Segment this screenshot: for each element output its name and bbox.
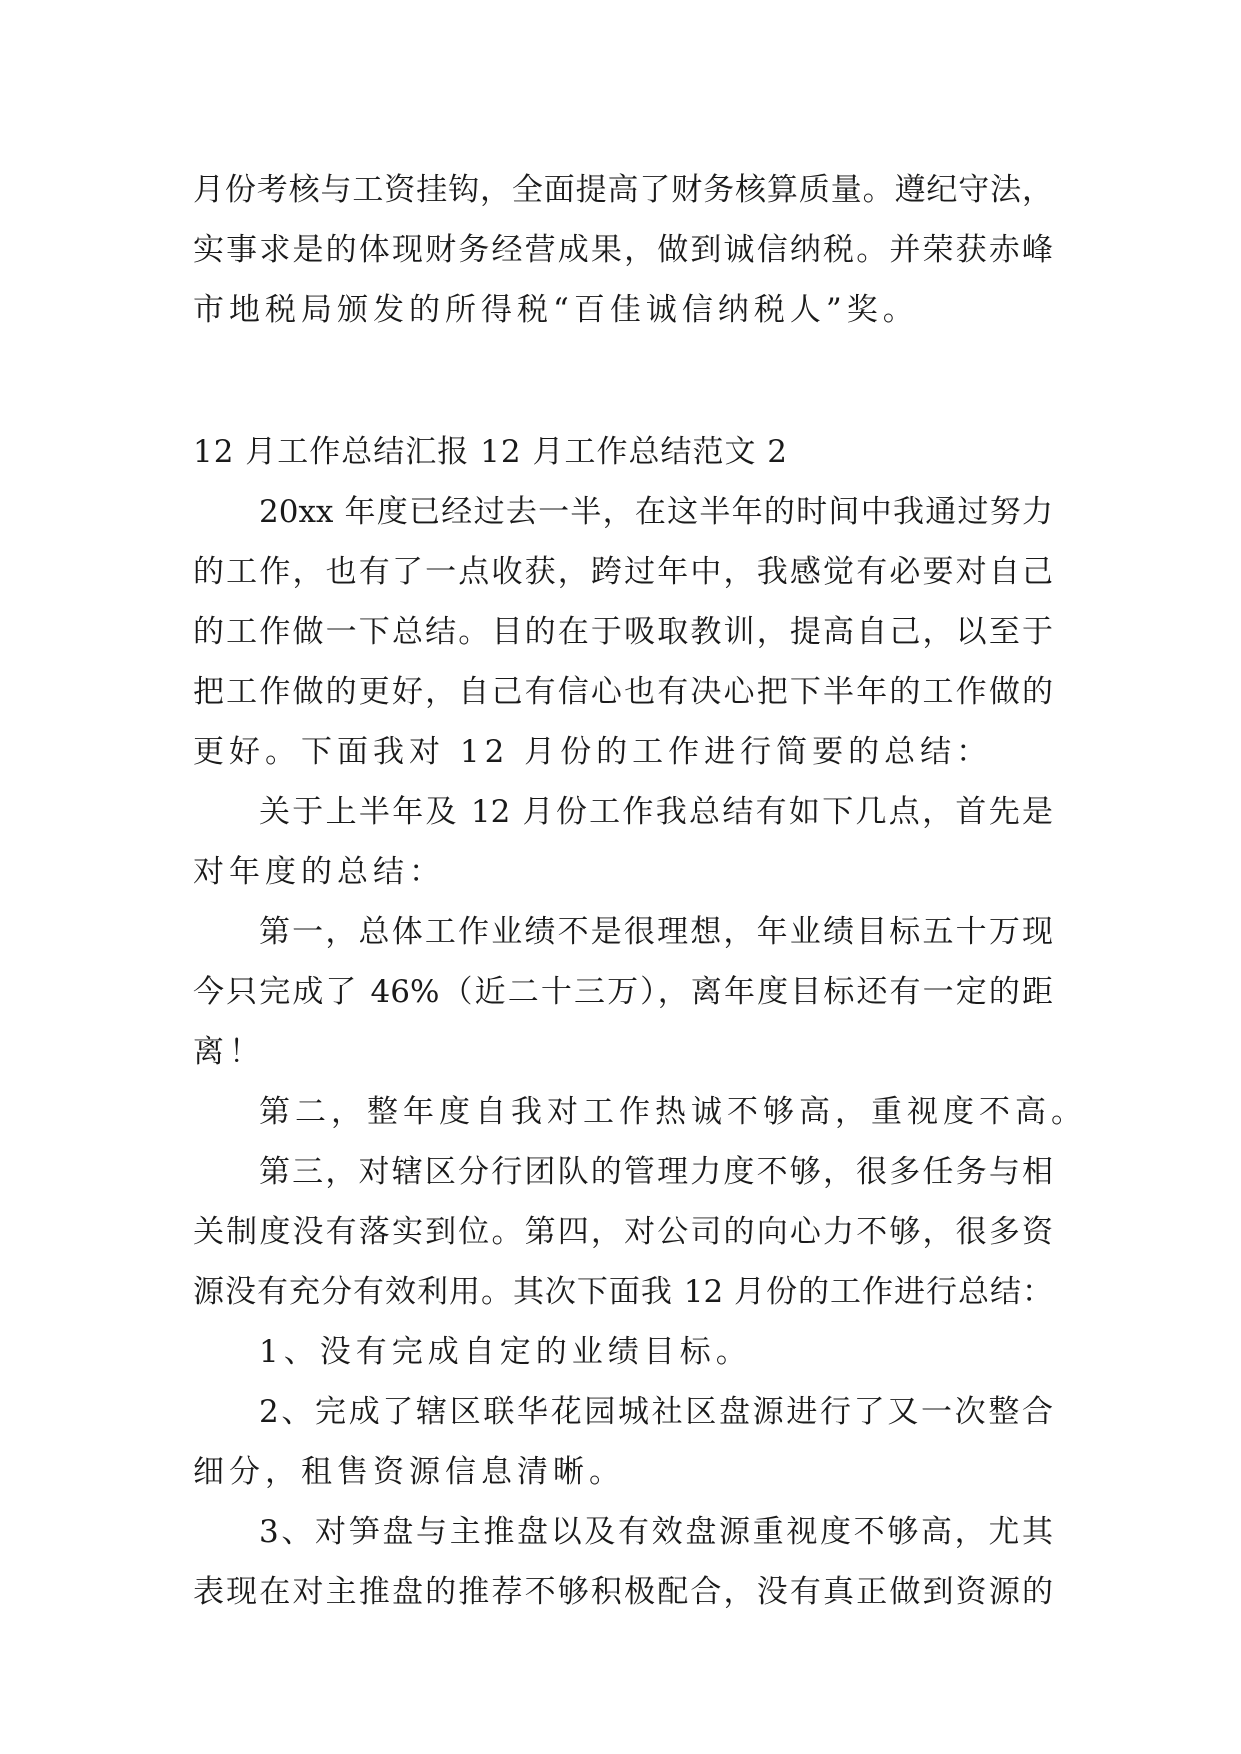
text-line: 离！ bbox=[193, 1034, 265, 1070]
list-item: 3、对笋盘与主推盘以及有效盘源重视度不够高，尤其 bbox=[259, 1514, 1053, 1550]
list-item: 2、完成了辖区联华花园城社区盘源进行了又一次整合 bbox=[259, 1394, 1053, 1430]
paragraph-first-line: 关于上半年及 12 月份工作我总结有如下几点，首先是 bbox=[259, 794, 1053, 830]
text-line: 实事求是的体现财务经营成果，做到诚信纳税。并荣获赤峰 bbox=[193, 232, 1053, 268]
text-line: 关制度没有落实到位。第四，对公司的向心力不够，很多资 bbox=[193, 1214, 1053, 1250]
text-line: 今只完成了 46%（近二十三万），离年度目标还有一定的距 bbox=[193, 974, 1053, 1010]
section-heading: 12 月工作总结汇报 12 月工作总结范文 2 bbox=[193, 434, 789, 470]
text-line: 细分，租售资源信息清晰。 bbox=[193, 1454, 625, 1490]
document-page bbox=[193, 160, 1087, 1622]
paragraph-first-line: 20xx 年度已经过去一半，在这半年的时间中我通过努力 bbox=[259, 494, 1053, 530]
text-line: 对年度的总结： bbox=[193, 854, 445, 890]
text-line: 的工作做一下总结。目的在于吸取教训，提高自己，以至于 bbox=[193, 614, 1053, 650]
text-line: 源没有充分有效利用。其次下面我 12 月份的工作进行总结： bbox=[193, 1274, 1053, 1310]
section-gap bbox=[193, 340, 1053, 422]
text-line: 更好。下面我对 12 月份的工作进行简要的总结： bbox=[193, 734, 993, 770]
list-item: 1、没有完成自定的业绩目标。 bbox=[259, 1334, 752, 1370]
text-line: 月份考核与工资挂钩，全面提高了财务核算质量。遵纪守法， bbox=[193, 172, 1053, 208]
text-line: 表现在对主推盘的推荐不够积极配合，没有真正做到资源的 bbox=[193, 1574, 1053, 1610]
text-line: 市地税局颁发的所得税“百佳诚信纳税人”奖。 bbox=[193, 292, 919, 328]
text-line: 把工作做的更好，自己有信心也有决心把下半年的工作做的 bbox=[193, 674, 1053, 710]
text-line: 的工作，也有了一点收获，跨过年中，我感觉有必要对自己 bbox=[193, 554, 1053, 590]
paragraph-first-line: 第三，对辖区分行团队的管理力度不够，很多任务与相 bbox=[259, 1154, 1053, 1190]
paragraph-first-line: 第一，总体工作业绩不是很理想，年业绩目标五十万现 bbox=[259, 914, 1053, 950]
paragraph-first-line: 第二，整年度自我对工作热诚不够高，重视度不高。 bbox=[259, 1094, 1087, 1130]
